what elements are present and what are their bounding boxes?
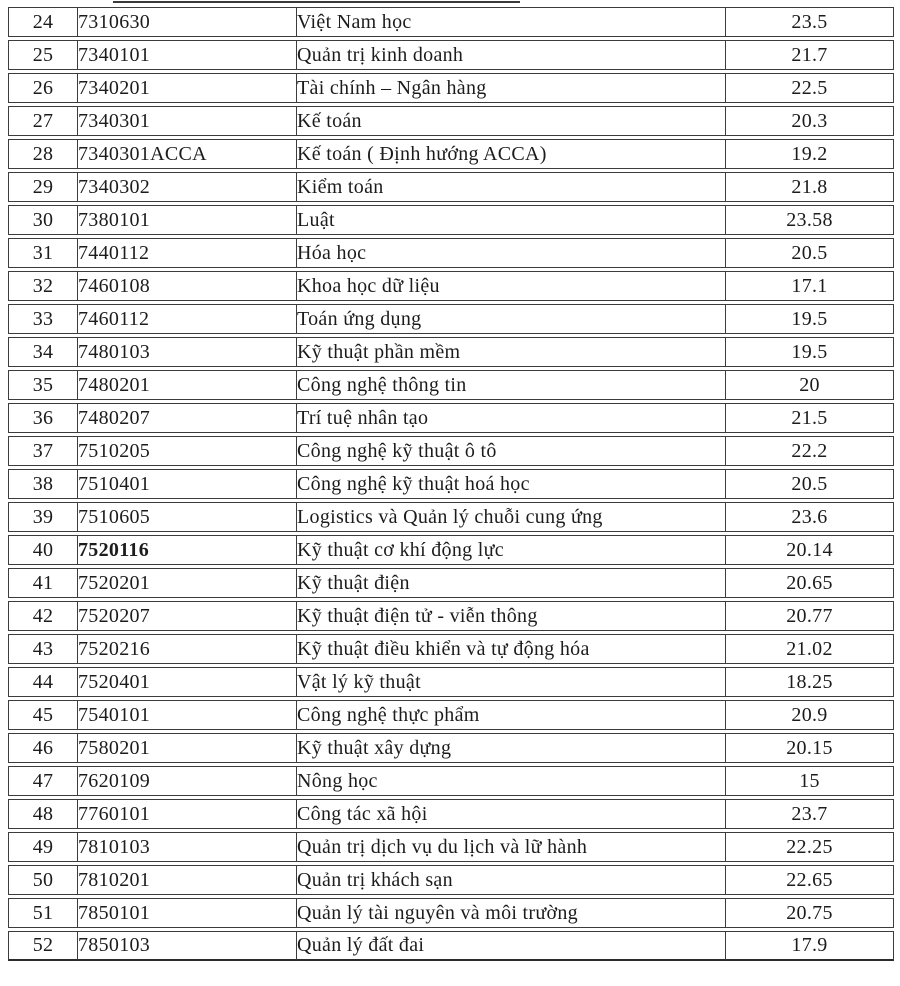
major-name-cell: Logistics và Quản lý chuỗi cung ứng: [297, 502, 726, 532]
row-number-cell: 46: [8, 733, 78, 763]
major-name-cell: Luật: [297, 205, 726, 235]
table-body: [8, 7, 894, 961]
score-cell: 19.5: [726, 304, 894, 334]
major-name-cell: Khoa học dữ liệu: [297, 271, 726, 301]
row-number-cell: 52: [8, 931, 78, 961]
table-row: [8, 766, 894, 796]
row-number-cell: 33: [8, 304, 78, 334]
row-number-cell: 30: [8, 205, 78, 235]
major-code-cell: 7810201: [78, 865, 297, 895]
row-number-cell: 36: [8, 403, 78, 433]
major-name-cell: Tài chính – Ngân hàng: [297, 73, 726, 103]
row-number-cell: 39: [8, 502, 78, 532]
major-code-cell: 7850103: [78, 931, 297, 961]
score-cell: 21.5: [726, 403, 894, 433]
table-row: [8, 502, 894, 532]
score-cell: 20.65: [726, 568, 894, 598]
major-code-cell: 7510605: [78, 502, 297, 532]
score-cell: 20: [726, 370, 894, 400]
major-name-cell: Công tác xã hội: [297, 799, 726, 829]
score-cell: 17.9: [726, 931, 894, 961]
score-cell: 21.02: [726, 634, 894, 664]
major-code-cell: 7340101: [78, 40, 297, 70]
major-name-cell: Toán ứng dụng: [297, 304, 726, 334]
row-number-cell: 24: [8, 7, 78, 37]
table-row: [8, 601, 894, 631]
major-code-cell: 7480201: [78, 370, 297, 400]
major-code-cell: 7460112: [78, 304, 297, 334]
admission-scores-table: [8, 4, 894, 964]
score-cell: 20.3: [726, 106, 894, 136]
major-code-cell: 7520401: [78, 667, 297, 697]
row-number-cell: 25: [8, 40, 78, 70]
major-name-cell: Quản trị dịch vụ du lịch và lữ hành: [297, 832, 726, 862]
table-row: [8, 733, 894, 763]
row-number-cell: 41: [8, 568, 78, 598]
row-number-cell: 35: [8, 370, 78, 400]
table-row: [8, 667, 894, 697]
table-row: [8, 106, 894, 136]
major-name-cell: Vật lý kỹ thuật: [297, 667, 726, 697]
table-row: [8, 139, 894, 169]
major-name-cell: Nông học: [297, 766, 726, 796]
major-name-cell: Kiểm toán: [297, 172, 726, 202]
row-number-cell: 29: [8, 172, 78, 202]
major-code-cell: 7480103: [78, 337, 297, 367]
score-cell: 23.6: [726, 502, 894, 532]
table-row: [8, 337, 894, 367]
row-number-cell: 37: [8, 436, 78, 466]
major-code-cell: 7340201: [78, 73, 297, 103]
table-row: [8, 634, 894, 664]
major-code-cell: 7850101: [78, 898, 297, 928]
score-cell: 17.1: [726, 271, 894, 301]
score-cell: 20.15: [726, 733, 894, 763]
table-row: [8, 832, 894, 862]
row-number-cell: 31: [8, 238, 78, 268]
major-code-cell: 7810103: [78, 832, 297, 862]
row-number-cell: 42: [8, 601, 78, 631]
score-cell: 22.5: [726, 73, 894, 103]
table-row: [8, 40, 894, 70]
major-name-cell: Hóa học: [297, 238, 726, 268]
major-name-cell: Công nghệ thông tin: [297, 370, 726, 400]
table-row: [8, 238, 894, 268]
table-row: [8, 700, 894, 730]
score-cell: 21.8: [726, 172, 894, 202]
row-number-cell: 48: [8, 799, 78, 829]
score-cell: 20.75: [726, 898, 894, 928]
row-number-cell: 43: [8, 634, 78, 664]
row-number-cell: 26: [8, 73, 78, 103]
major-code-cell: 7480207: [78, 403, 297, 433]
table-row: [8, 73, 894, 103]
major-code-cell: 7520216: [78, 634, 297, 664]
row-number-cell: 27: [8, 106, 78, 136]
table-row: [8, 931, 894, 961]
major-code-cell: 7620109: [78, 766, 297, 796]
row-number-cell: 44: [8, 667, 78, 697]
major-name-cell: Việt Nam học: [297, 7, 726, 37]
major-code-cell: 7520207: [78, 601, 297, 631]
major-name-cell: Quản trị kinh doanh: [297, 40, 726, 70]
major-name-cell: Kỹ thuật điện: [297, 568, 726, 598]
score-cell: 20.14: [726, 535, 894, 565]
score-cell: 22.25: [726, 832, 894, 862]
major-code-cell: 7460108: [78, 271, 297, 301]
row-number-cell: 47: [8, 766, 78, 796]
major-name-cell: Kỹ thuật xây dựng: [297, 733, 726, 763]
row-number-cell: 32: [8, 271, 78, 301]
table-row: [8, 271, 894, 301]
major-code-cell: 7340301ACCA: [78, 139, 297, 169]
row-number-cell: 40: [8, 535, 78, 565]
major-name-cell: Kỹ thuật điện tử - viễn thông: [297, 601, 726, 631]
table-row: [8, 535, 894, 565]
score-cell: 23.7: [726, 799, 894, 829]
score-cell: 20.9: [726, 700, 894, 730]
major-code-cell: 7510205: [78, 436, 297, 466]
major-name-cell: Kỹ thuật cơ khí động lực: [297, 535, 726, 565]
table-row: [8, 469, 894, 499]
table-row: [8, 7, 894, 37]
score-cell: 21.7: [726, 40, 894, 70]
row-number-cell: 34: [8, 337, 78, 367]
major-code-cell: 7580201: [78, 733, 297, 763]
row-number-cell: 45: [8, 700, 78, 730]
score-cell: 20.77: [726, 601, 894, 631]
table-row: [8, 172, 894, 202]
major-code-cell: 7440112: [78, 238, 297, 268]
major-name-cell: Quản lý tài nguyên và môi trường: [297, 898, 726, 928]
row-number-cell: 51: [8, 898, 78, 928]
major-code-cell: 7520116: [78, 535, 297, 565]
cropped-row-border-fragment: [113, 1, 520, 3]
major-name-cell: Công nghệ thực phẩm: [297, 700, 726, 730]
row-number-cell: 28: [8, 139, 78, 169]
score-cell: 22.2: [726, 436, 894, 466]
score-cell: 22.65: [726, 865, 894, 895]
major-name-cell: Kế toán ( Định hướng ACCA): [297, 139, 726, 169]
table-row: [8, 370, 894, 400]
score-cell: 19.2: [726, 139, 894, 169]
table-row: [8, 799, 894, 829]
score-cell: 18.25: [726, 667, 894, 697]
score-cell: 19.5: [726, 337, 894, 367]
row-number-cell: 50: [8, 865, 78, 895]
major-name-cell: Quản lý đất đai: [297, 931, 726, 961]
major-name-cell: Kỹ thuật phần mềm: [297, 337, 726, 367]
row-number-cell: 38: [8, 469, 78, 499]
major-name-cell: Kỹ thuật điều khiển và tự động hóa: [297, 634, 726, 664]
table-container: [8, 4, 894, 964]
major-code-cell: 7760101: [78, 799, 297, 829]
major-name-cell: Kế toán: [297, 106, 726, 136]
major-code-cell: 7540101: [78, 700, 297, 730]
table-row: [8, 568, 894, 598]
table-row: [8, 898, 894, 928]
major-name-cell: Công nghệ kỹ thuật ô tô: [297, 436, 726, 466]
major-name-cell: Quản trị khách sạn: [297, 865, 726, 895]
major-code-cell: 7520201: [78, 568, 297, 598]
score-cell: 23.5: [726, 7, 894, 37]
table-row: [8, 304, 894, 334]
table-row: [8, 865, 894, 895]
major-code-cell: 7510401: [78, 469, 297, 499]
table-row: [8, 205, 894, 235]
score-cell: 20.5: [726, 238, 894, 268]
table-row: [8, 403, 894, 433]
score-cell: 15: [726, 766, 894, 796]
major-code-cell: 7310630: [78, 7, 297, 37]
table-row: [8, 436, 894, 466]
major-code-cell: 7380101: [78, 205, 297, 235]
major-code-cell: 7340301: [78, 106, 297, 136]
row-number-cell: 49: [8, 832, 78, 862]
score-cell: 20.5: [726, 469, 894, 499]
major-name-cell: Trí tuệ nhân tạo: [297, 403, 726, 433]
major-name-cell: Công nghệ kỹ thuật hoá học: [297, 469, 726, 499]
major-code-cell: 7340302: [78, 172, 297, 202]
score-cell: 23.58: [726, 205, 894, 235]
